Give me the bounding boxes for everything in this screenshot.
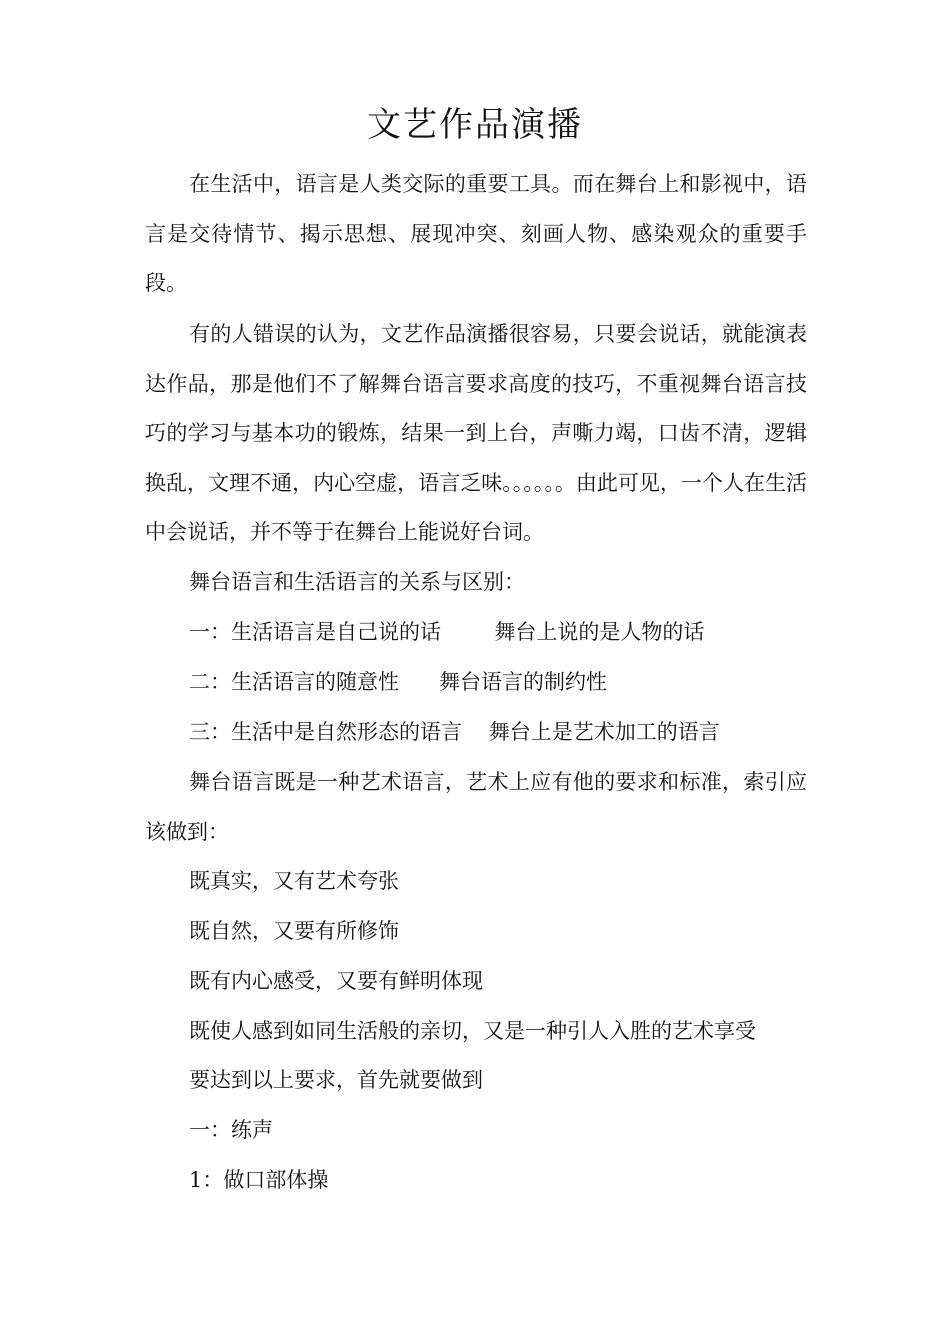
requirement-item: 既有内心感受，又要有鲜明体现 — [189, 969, 483, 993]
paragraph-intro: 在生活中，语言是人类交际的重要工具。而在舞台上和影视中，语言是交待情节、揭示思想、展现冲突、刻画人物、感染观众的重要手段。 — [145, 172, 807, 295]
comparison-item: 三：生活中是自然形态的语言 舞台上是艺术加工的语言 — [189, 720, 720, 744]
comparison-item: 一：生活语言是自己说的话 舞台上说的是人物的话 — [189, 620, 705, 644]
requirement-item: 既自然，又要有所修饰 — [189, 919, 399, 943]
document-title: 文艺作品演播 — [367, 105, 583, 145]
requirement-intro: 要达到以上要求，首先就要做到 — [189, 1068, 483, 1092]
requirement-item: 既使人感到如同生活般的亲切，又是一种引人入胜的艺术享受 — [189, 1019, 756, 1043]
relation-heading: 舞台语言和生活语言的关系与区别： — [189, 570, 525, 594]
requirement-item: 既真实，又有艺术夸张 — [189, 869, 399, 893]
paragraph-misconception: 有的人错误的认为，文艺作品演播很容易，只要会说话，就能演表达作品，那是他们不了解舞台语言要求高度的技巧，不重视舞台语言技巧的学习与基本功的锻炼，结果一到上台，声嘶力竭，口齿不清，逻辑换乱，文理不通，内心空虚，语言乏味。。。。。。由此可见，一个人在生活中会说话，并不等于在舞台上能说好台词。 — [145, 322, 807, 544]
subsection-item: 1：做口部体操 — [189, 1168, 329, 1192]
comparison-item: 二：生活语言的随意性 舞台语言的制约性 — [189, 670, 608, 694]
section-heading: 一：练声 — [189, 1118, 273, 1142]
paragraph-requirement: 舞台语言既是一种艺术语言，艺术上应有他的要求和标准，索引应该做到： — [145, 770, 807, 844]
